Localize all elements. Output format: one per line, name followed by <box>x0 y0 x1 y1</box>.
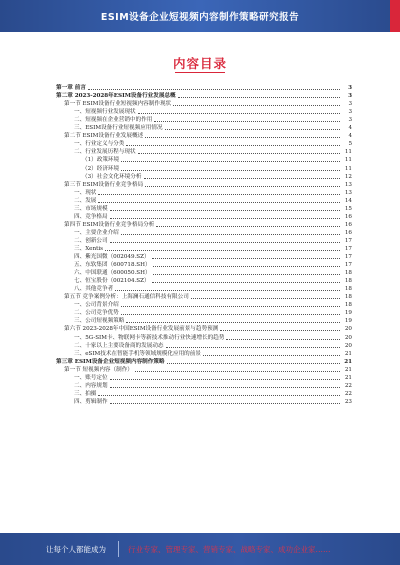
toc-entry-label: 五、东软集团（600718.SH） <box>74 262 151 269</box>
toc-dot-leader <box>203 355 340 356</box>
toc-entry[interactable] <box>56 92 352 100</box>
toc-entry-label: 二、内容规划 <box>74 382 108 389</box>
toc-entry-label: 一、主要企业介绍 <box>74 229 119 236</box>
toc-dot-leader <box>154 121 340 122</box>
toc-dot-leader <box>98 194 340 195</box>
toc-entry-label: 第三节 ESIM设备行业竞争格局 <box>64 181 144 188</box>
toc-dot-leader <box>135 371 340 372</box>
toc-entry[interactable] <box>56 181 352 189</box>
toc-entry-page: 18 <box>344 270 352 277</box>
toc-entry-page: 3 <box>348 117 352 124</box>
toc-entry-label: 第二章 2023-2028年ESIM设备行业发展总概 <box>56 93 176 100</box>
report-title: ESIM设备企业短视频内容制作策略研究报告 <box>100 12 300 23</box>
toc-entry[interactable] <box>56 333 352 341</box>
toc-dot-leader <box>121 306 340 307</box>
footer-tagline: 行业专家、管理专家、营销专家、战略专家、成功企业家…… <box>128 545 331 554</box>
toc-entry[interactable] <box>56 253 352 261</box>
toc-entry-label: 第四节 ESIM设备行业竞争格局分析 <box>64 221 155 228</box>
toc-entry[interactable] <box>56 237 352 245</box>
toc-entry[interactable] <box>56 325 352 333</box>
toc-entry-label: 三、ESIM设备行业短视频应用情况 <box>74 125 163 132</box>
toc-entry[interactable] <box>56 116 352 124</box>
toc-entry-label: （1）政策环境 <box>82 157 120 164</box>
toc-entry-page: 4 <box>348 133 352 140</box>
toc-entry[interactable] <box>56 382 352 390</box>
toc-heading-underline <box>175 72 225 73</box>
toc-dot-leader <box>178 97 340 98</box>
toc-entry-page: 21 <box>344 374 352 381</box>
toc-entry-page: 11 <box>344 157 352 164</box>
toc-entry-page: 18 <box>344 302 352 309</box>
toc-entry-page: 18 <box>344 278 352 285</box>
toc-entry[interactable] <box>56 245 352 253</box>
toc-dot-leader <box>98 202 340 203</box>
footer-slogan: 让每个人都能成为 <box>46 545 106 554</box>
toc-entry[interactable] <box>56 277 352 285</box>
toc-entry-page: 21 <box>344 350 352 357</box>
toc-entry[interactable] <box>56 140 352 148</box>
toc-entry[interactable] <box>56 374 352 382</box>
toc-entry-label: 二、公司竞争优势 <box>74 310 119 317</box>
toc-dot-leader <box>191 298 340 299</box>
toc-entry-label: 三、eSIM技术在智能手机等领域规模化应用的前景 <box>74 350 201 357</box>
footer-divider <box>118 541 119 557</box>
toc-entry[interactable] <box>56 213 352 221</box>
toc-entry[interactable] <box>56 366 352 374</box>
toc-entry-label: （2）经济环境 <box>82 165 120 172</box>
toc-entry-label: 三、公司短视频策略 <box>74 318 125 325</box>
toc-entry-page: 17 <box>344 254 352 261</box>
toc-dot-leader <box>88 89 340 90</box>
toc-dot-leader <box>153 266 340 267</box>
toc-entry[interactable] <box>56 261 352 269</box>
toc-entry-page: 23 <box>344 398 352 405</box>
toc-entry-page: 21 <box>344 358 352 365</box>
toc-entry-label: 四、剪辑制作 <box>74 398 108 405</box>
toc-dot-leader <box>121 161 340 162</box>
toc-entry-page: 20 <box>344 334 352 341</box>
toc-entry-label: 二、行业发展历程与现状 <box>74 149 136 156</box>
toc-entry-label: 三、Xentis <box>74 245 103 252</box>
toc-dot-leader <box>167 363 340 364</box>
toc-entry[interactable] <box>56 301 352 309</box>
toc-entry[interactable] <box>56 229 352 237</box>
toc-dot-leader <box>126 145 340 146</box>
toc-dot-leader <box>153 274 340 275</box>
toc-entry-page: 21 <box>344 366 352 373</box>
toc-entry[interactable] <box>56 317 352 325</box>
toc-entry-label: 八、其他竞争者 <box>74 286 114 293</box>
toc-entry-page: 17 <box>344 245 352 252</box>
toc-entry-label: 第一节 ESIM设备行业短视频内容制作现状 <box>64 101 172 108</box>
toc-entry-page: 3 <box>348 109 352 116</box>
toc-entry[interactable] <box>56 398 352 406</box>
toc-entry-label: 一、行业定义与分类 <box>74 141 125 148</box>
toc-dot-leader <box>110 242 340 243</box>
toc-entry[interactable] <box>56 269 352 277</box>
toc-entry[interactable] <box>56 358 352 366</box>
toc-entry-label: 七、恒宝股份（002104.SZ） <box>74 278 150 285</box>
toc-entry-page: 13 <box>344 189 352 196</box>
toc-dot-leader <box>156 226 340 227</box>
toc-dot-leader <box>145 137 340 138</box>
toc-entry[interactable] <box>56 309 352 317</box>
toc-entry-label: 六、中国联通（600050.SH） <box>74 270 151 277</box>
toc-dot-leader <box>115 290 340 291</box>
toc-entry-label: 二、十家以上主要设备商的发展动态 <box>74 342 164 349</box>
toc-entry-label: 第二节 ESIM设备行业发展概述 <box>64 133 144 140</box>
toc-dot-leader <box>121 314 340 315</box>
toc-entry-label: 第一章 前言 <box>56 85 86 92</box>
toc-entry-label: 第六节 2023-2028年中国ESIM设备行业发展前景与趋势预测 <box>64 326 219 333</box>
toc-entry-label: 一、公司背景介绍 <box>74 302 119 309</box>
toc-dot-leader <box>98 395 340 396</box>
toc-entry-page: 17 <box>344 262 352 269</box>
toc-entry[interactable] <box>56 189 352 197</box>
toc-entry-label: （3）社会文化环境分析 <box>82 173 142 180</box>
toc-dot-leader <box>152 282 340 283</box>
toc-entry-label: 一、账号定位 <box>74 374 108 381</box>
toc-entry[interactable] <box>56 285 352 293</box>
toc-dot-leader <box>138 153 340 154</box>
toc-entry-page: 3 <box>348 93 352 100</box>
toc-entry-page: 20 <box>344 326 352 333</box>
toc-entry-label: 第一节 短视频内容（制作） <box>64 366 133 373</box>
toc-dot-leader <box>226 339 340 340</box>
toc-entry[interactable] <box>56 132 352 140</box>
toc-entry-page: 11 <box>344 165 352 172</box>
toc-entry[interactable] <box>56 148 352 156</box>
toc-entry-page: 20 <box>344 342 352 349</box>
toc-dot-leader <box>105 250 340 251</box>
toc-dot-leader <box>110 379 340 380</box>
toc-entry-label: 一、5G-SIM卡、物联网卡等新技术推动行业快速增长的趋势 <box>74 334 225 341</box>
toc-entry-page: 3 <box>348 85 352 92</box>
toc-entry-page: 14 <box>344 197 352 204</box>
toc-entry[interactable] <box>56 84 352 92</box>
toc-dot-leader <box>220 330 340 331</box>
toc-dot-leader <box>110 387 340 388</box>
toc-entry-label: 三、市场规模 <box>74 205 108 212</box>
toc-dot-leader <box>138 113 340 114</box>
toc-entry-label: 第五节 竞争案例分析：上海澜石通信科技有限公司 <box>64 294 189 301</box>
toc-entry[interactable] <box>56 197 352 205</box>
toc-entry-page: 12 <box>344 173 352 180</box>
toc-entry[interactable] <box>56 293 352 301</box>
toc-entry[interactable] <box>56 342 352 350</box>
toc-entry-page: 19 <box>344 310 352 317</box>
toc-dot-leader <box>144 178 341 179</box>
toc-entry[interactable] <box>56 124 352 132</box>
toc-dot-leader <box>166 347 340 348</box>
toc-entry[interactable] <box>56 173 352 181</box>
toc-entry-page: 19 <box>344 318 352 325</box>
toc-entry[interactable] <box>56 108 352 116</box>
toc-entry-label: 二、发展 <box>74 197 97 204</box>
toc-entry[interactable] <box>56 390 352 398</box>
toc-entry[interactable] <box>56 100 352 108</box>
toc-entry-label: 一、短视频行业发展现状 <box>74 109 136 116</box>
toc-dot-leader <box>110 218 340 219</box>
toc-dot-leader <box>152 258 340 259</box>
toc-entry-page: 11 <box>344 149 352 156</box>
toc-entry-page: 17 <box>344 237 352 244</box>
toc-dot-leader <box>121 234 340 235</box>
toc-dot-leader <box>173 105 340 106</box>
toc-entry-label: 三、拍摄 <box>74 390 97 397</box>
toc-entry-page: 4 <box>348 125 352 132</box>
toc-entry-page: 13 <box>344 181 352 188</box>
toc-entry-page: 18 <box>344 294 352 301</box>
toc-entry-page: 16 <box>344 213 352 220</box>
toc-entry[interactable] <box>56 164 352 172</box>
table-of-contents <box>56 84 352 406</box>
toc-entry-label: 四、紫光国微（002049.SZ） <box>74 254 150 261</box>
toc-entry-page: 22 <box>344 390 352 397</box>
toc-dot-leader <box>145 186 340 187</box>
toc-entry-page: 15 <box>344 205 352 212</box>
toc-entry-page: 22 <box>344 382 352 389</box>
toc-entry-label: 一、现状 <box>74 189 97 196</box>
toc-dot-leader <box>126 322 340 323</box>
toc-dot-leader <box>110 403 340 404</box>
toc-dot-leader <box>121 170 340 171</box>
toc-entry-page: 3 <box>348 101 352 108</box>
toc-entry[interactable] <box>56 205 352 213</box>
toc-entry[interactable] <box>56 350 352 358</box>
toc-entry[interactable] <box>56 156 352 164</box>
toc-entry-label: 二、创新公司 <box>74 237 108 244</box>
toc-entry-page: 18 <box>344 286 352 293</box>
toc-entry-label: 第三章 ESIM设备企业短视频内容制作策略 <box>56 358 165 365</box>
toc-entry[interactable] <box>56 221 352 229</box>
toc-entry-page: 5 <box>348 141 352 148</box>
toc-dot-leader <box>165 129 340 130</box>
toc-entry-page: 16 <box>344 229 352 236</box>
toc-entry-page: 16 <box>344 221 352 228</box>
toc-entry-label: 四、竞争格局 <box>74 213 108 220</box>
toc-dot-leader <box>110 210 340 211</box>
toc-heading: 内容目录 <box>172 56 227 71</box>
toc-entry-label: 二、短视频在企业营销中的作用 <box>74 117 153 124</box>
